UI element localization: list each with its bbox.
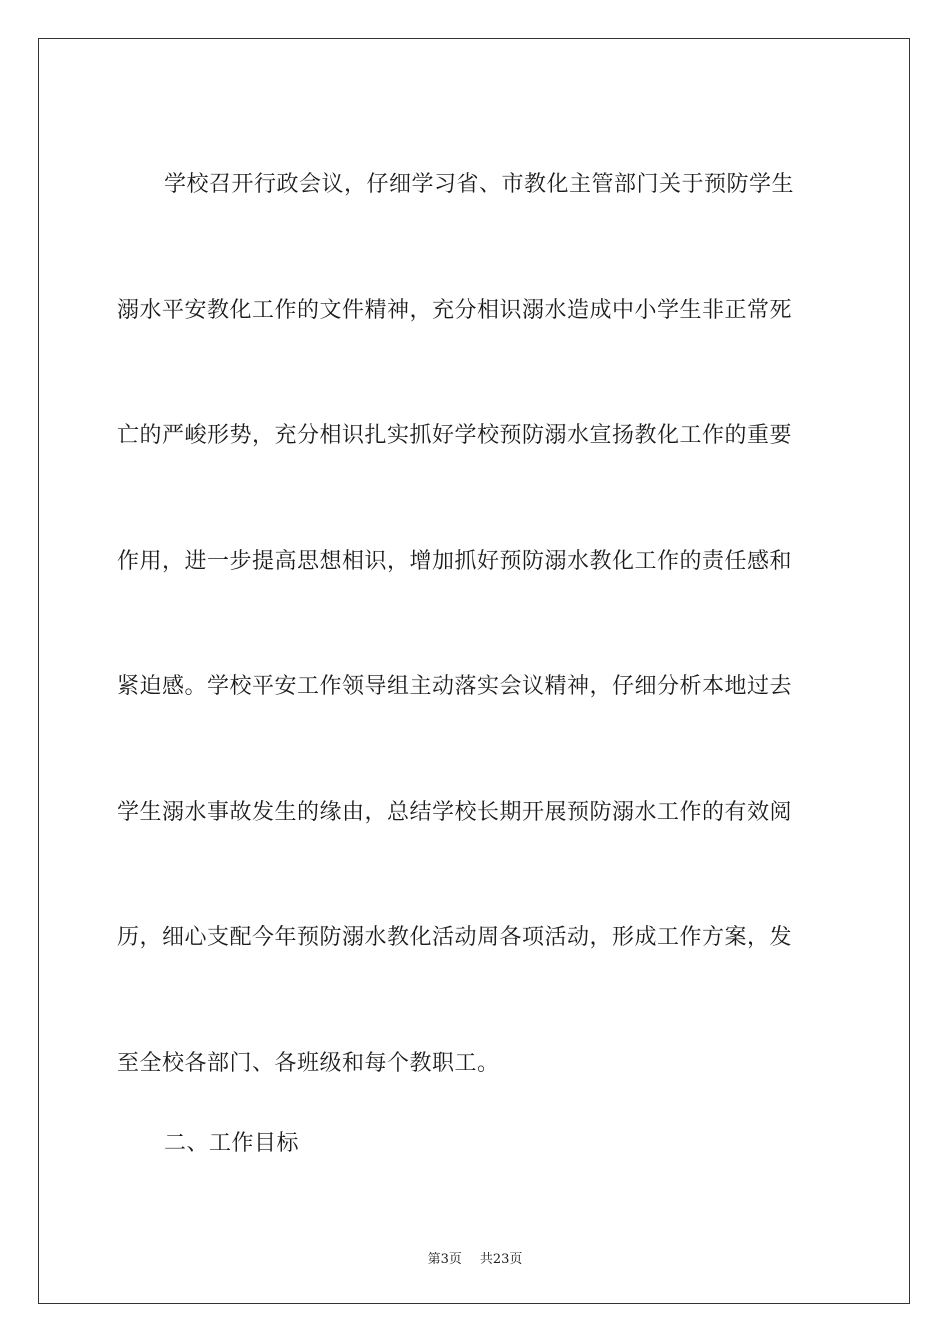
paragraph-line-1: 学校召开行政会议，仔细学习省、市教化主管部门关于预防学生 [164,172,795,197]
paragraph-line-6: 学生溺水事故发生的缘由，总结学校长期开展预防溺水工作的有效阅 [117,799,793,825]
paragraph-line-8: 至全校各部门、各班级和每个教职工。 [117,1050,500,1076]
paragraph-line-2: 溺水平安教化工作的文件精神，充分相识溺水造成中小学生非正常死 [117,297,793,323]
current-page-label: 第3页 [427,1252,462,1267]
total-pages-label: 共23页 [479,1252,523,1267]
paragraph-line-5: 紧迫感。学校平安工作领导组主动落实会议精神，仔细分析本地过去 [117,674,793,699]
paragraph-line-4: 作用，进一步提高思想相识，增加抓好预防溺水教化工作的责任感和 [117,548,793,574]
body-paragraph [117,122,833,1126]
page-footer [0,1248,950,1267]
section-heading: 二、工作目标 [164,1131,300,1156]
paragraph-line-3: 亡的严峻形势，充分相识扎实抓好学校预防溺水宣扬教化工作的重要 [117,423,793,448]
paragraph-line-7: 历，细心支配今年预防溺水教化活动周各项活动，形成工作方案，发 [117,925,793,950]
